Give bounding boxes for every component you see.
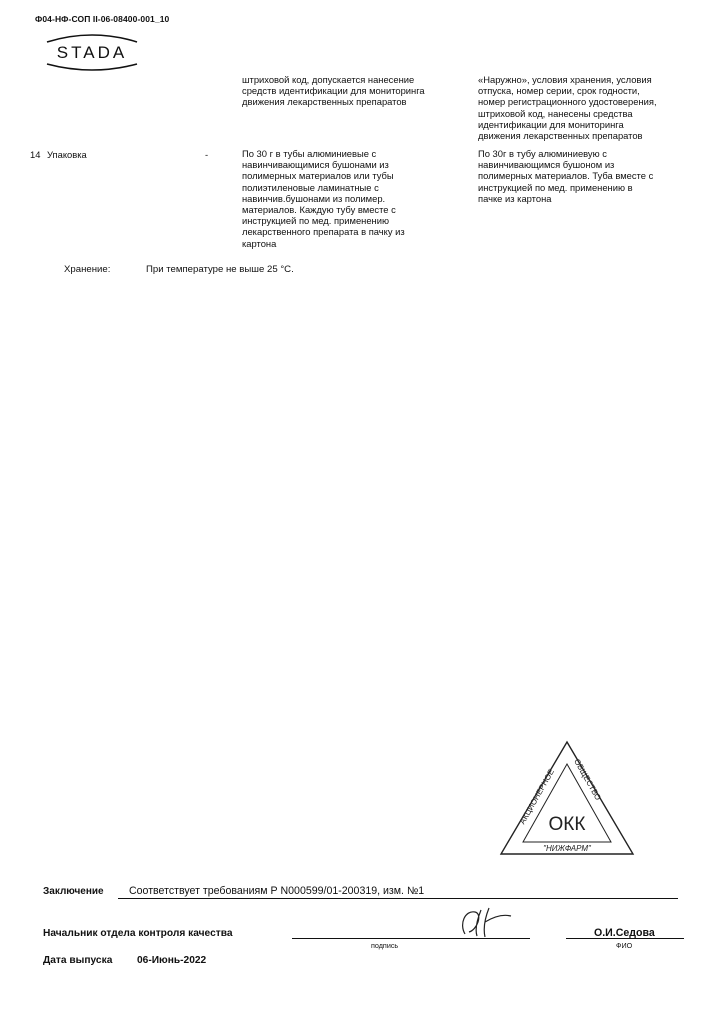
text-line: полиэтиленовые ламинатные с <box>242 181 379 193</box>
conclusion-label: Заключение <box>43 886 104 897</box>
text-line: движения лекарственных препаратов <box>242 96 407 108</box>
head-of-qc-label: Начальник отдела контроля качества <box>43 928 233 939</box>
packaging-middle-column <box>242 148 457 249</box>
storage-value: При температуре не выше 25 °С. <box>146 264 294 275</box>
text-line: полимерных материалов или тубы <box>242 170 394 182</box>
document-code: Ф04-НФ-СОП II-06-08400-001_10 <box>35 14 170 24</box>
text-line: отпуска, номер серии, срок годности, <box>478 85 640 97</box>
text-line: По 30 г в тубы алюминиевые с <box>242 148 377 159</box>
text-line: По 30г в тубу алюминиевую с <box>478 148 607 159</box>
text-line: навинчивающимся бушоном из <box>478 159 615 171</box>
row-number: 14 <box>30 149 41 160</box>
conclusion-underline <box>118 898 678 899</box>
text-line: номер регистрационного удостоверения, <box>478 96 657 108</box>
release-date-value: 06-Июнь-2022 <box>137 955 207 966</box>
text-line: инструкцией по мед. применению <box>242 215 390 227</box>
svg-text:АКЦИОНЕРНОЕ: АКЦИОНЕРНОЕ <box>517 767 557 826</box>
stamp-bottom: "НИЖФАРМ" <box>543 844 591 853</box>
packaging-right-column <box>478 148 693 204</box>
text-line: навинчивающимися бушонами из <box>242 159 389 171</box>
row-dash: - <box>205 149 209 160</box>
release-date-label: Дата выпуска <box>43 955 113 966</box>
name-caption: ФИО <box>616 941 633 950</box>
signature-caption: подпись <box>371 941 399 950</box>
text-line: штриховой код, допускается нанесение <box>242 74 415 85</box>
stada-logo <box>33 30 151 74</box>
signature-line <box>292 938 530 939</box>
stamp-center: ОКК <box>548 814 586 835</box>
text-line: лекарственного препарата в пачку из <box>242 226 405 238</box>
svg-text:ОБЩЕСТВО: ОБЩЕСТВО <box>572 757 603 802</box>
text-line: навинчив.бушонами из полимер. <box>242 192 386 204</box>
right-column-continued <box>478 74 693 141</box>
text-line: штриховой код, нанесены средства <box>478 107 633 119</box>
middle-column-continued <box>242 74 457 108</box>
row-name: Упаковка <box>47 149 87 160</box>
text-line: средств идентификации для мониторинга <box>242 85 425 97</box>
storage-label: Хранение: <box>64 264 111 275</box>
svg-text:STADA: STADA <box>56 43 128 62</box>
text-line: «Наружно», условия хранения, условия <box>478 74 652 85</box>
text-line: картона <box>242 237 277 249</box>
name-line <box>566 938 684 939</box>
text-line: материалов. Каждую тубу вместе с <box>242 204 396 216</box>
text-line: полимерных материалов. Туба вместе с <box>478 170 654 182</box>
conclusion-value: Соответствует требованиям Р N000599/01-200319, изм. №1 <box>129 885 425 897</box>
text-line: движения лекарственных препаратов <box>478 130 643 142</box>
company-stamp <box>497 738 637 860</box>
signer-name: О.И.Седова <box>594 927 655 939</box>
handwritten-signature <box>455 904 517 940</box>
text-line: пачке из картона <box>478 192 552 204</box>
text-line: инструкцией по мед. применению в <box>478 181 633 193</box>
text-line: идентификации для мониторинга <box>478 118 624 130</box>
